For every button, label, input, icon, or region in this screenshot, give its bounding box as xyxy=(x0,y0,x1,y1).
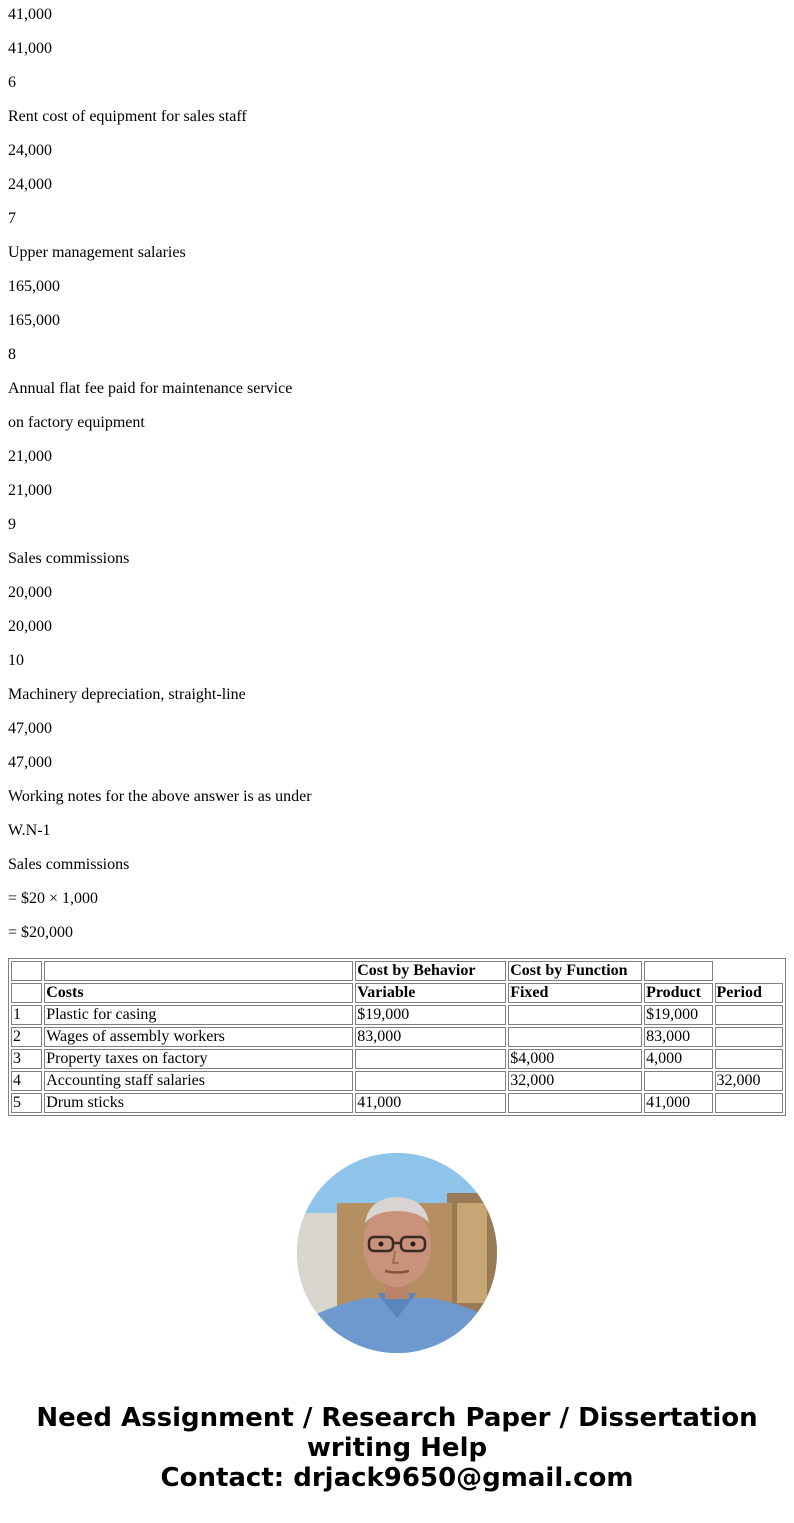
table-cell: 83,000 xyxy=(644,1027,712,1047)
table-row xyxy=(11,1005,783,1025)
table-cell: $19,000 xyxy=(644,1005,712,1025)
text-line: 8 xyxy=(8,346,16,363)
period-header: Period xyxy=(715,983,783,1003)
text-line: Sales commissions xyxy=(8,856,130,873)
table-cell: 4 xyxy=(11,1071,42,1091)
table-cell xyxy=(11,961,42,981)
text-line: Sales commissions xyxy=(8,550,130,567)
text-line: 24,000 xyxy=(8,176,52,193)
table-cell: 83,000 xyxy=(355,1027,506,1047)
banner-line-2: writing Help xyxy=(306,1433,488,1463)
table-cell: 5 xyxy=(11,1093,42,1113)
cost-table-container xyxy=(8,958,786,1122)
contact-banner xyxy=(0,1403,794,1493)
table-cell: $19,000 xyxy=(355,1005,506,1025)
table-cell: 1 xyxy=(11,1005,42,1025)
table-cell xyxy=(508,1005,642,1025)
table-cell xyxy=(715,1027,783,1047)
text-line: = $20,000 xyxy=(8,924,74,941)
product-header: Product xyxy=(644,983,712,1003)
table-cell: Drum sticks xyxy=(44,1093,353,1113)
table-cell xyxy=(644,1071,712,1091)
text-line: Upper management salaries xyxy=(8,244,186,261)
text-line: Machinery depreciation, straight-line xyxy=(8,686,246,703)
author-portrait-image xyxy=(297,1153,497,1353)
table-cell xyxy=(715,1005,783,1025)
text-line: 41,000 xyxy=(8,6,52,23)
costs-header: Costs xyxy=(44,983,353,1003)
answer-text xyxy=(8,5,788,957)
text-line: 47,000 xyxy=(8,754,52,771)
table-row xyxy=(11,1027,783,1047)
table-cell: Wages of assembly workers xyxy=(44,1027,353,1047)
table-cell: 4,000 xyxy=(644,1049,712,1069)
variable-header: Variable xyxy=(355,983,506,1003)
text-line: 20,000 xyxy=(8,584,52,601)
text-line: 47,000 xyxy=(8,720,52,737)
fixed-header: Fixed xyxy=(508,983,642,1003)
text-line: 41,000 xyxy=(8,40,52,57)
text-line: = $20 × 1,000 xyxy=(8,890,99,907)
table-cell: 41,000 xyxy=(644,1093,712,1113)
table-group-header-row xyxy=(11,961,783,981)
table-cell xyxy=(715,1093,783,1113)
text-line: W.N-1 xyxy=(8,822,51,839)
table-cell xyxy=(644,961,712,981)
text-line: 21,000 xyxy=(8,482,52,499)
text-line: 10 xyxy=(8,652,24,669)
table-cell xyxy=(715,1049,783,1069)
table-cell: 32,000 xyxy=(715,1071,783,1091)
table-cell: 32,000 xyxy=(508,1071,642,1091)
table-cell xyxy=(508,1093,642,1113)
text-line: 24,000 xyxy=(8,142,52,159)
table-header-cell xyxy=(11,983,42,1003)
text-line: 9 xyxy=(8,516,16,533)
table-cell: 41,000 xyxy=(355,1093,506,1113)
table-cell xyxy=(355,1071,506,1091)
text-line: Working notes for the above answer is as under xyxy=(8,788,312,805)
table-row xyxy=(11,1071,783,1091)
table-cell: Property taxes on factory xyxy=(44,1049,353,1069)
table-cell: 3 xyxy=(11,1049,42,1069)
table-cell xyxy=(355,1049,506,1069)
table-cell xyxy=(715,961,783,981)
table-row xyxy=(11,1049,783,1069)
table-cell: $4,000 xyxy=(508,1049,642,1069)
table-header-row xyxy=(11,983,783,1003)
text-line: 165,000 xyxy=(8,312,60,329)
cost-by-function-header: Cost by Function xyxy=(508,961,642,981)
banner-line-1: Need Assignment / Research Paper / Dissertation xyxy=(36,1403,758,1433)
table-cell: 2 xyxy=(11,1027,42,1047)
text-line: 21,000 xyxy=(8,448,52,465)
text-line: 6 xyxy=(8,74,16,91)
cost-classification-table xyxy=(8,958,786,1116)
table-cell: Accounting staff salaries xyxy=(44,1071,353,1091)
table-cell xyxy=(44,961,353,981)
text-line: on factory equipment xyxy=(8,414,145,431)
table-cell: Plastic for casing xyxy=(44,1005,353,1025)
text-line: 20,000 xyxy=(8,618,52,635)
banner-contact-line: Contact: drjack9650@gmail.com xyxy=(160,1463,634,1493)
author-avatar xyxy=(297,1153,497,1353)
text-line: 7 xyxy=(8,210,16,227)
table-row xyxy=(11,1093,783,1113)
table-cell xyxy=(508,1027,642,1047)
cost-by-behavior-header: Cost by Behavior xyxy=(355,961,506,981)
text-line: 165,000 xyxy=(8,278,60,295)
text-line: Annual flat fee paid for maintenance service xyxy=(8,380,293,397)
text-line: Rent cost of equipment for sales staff xyxy=(8,108,247,125)
